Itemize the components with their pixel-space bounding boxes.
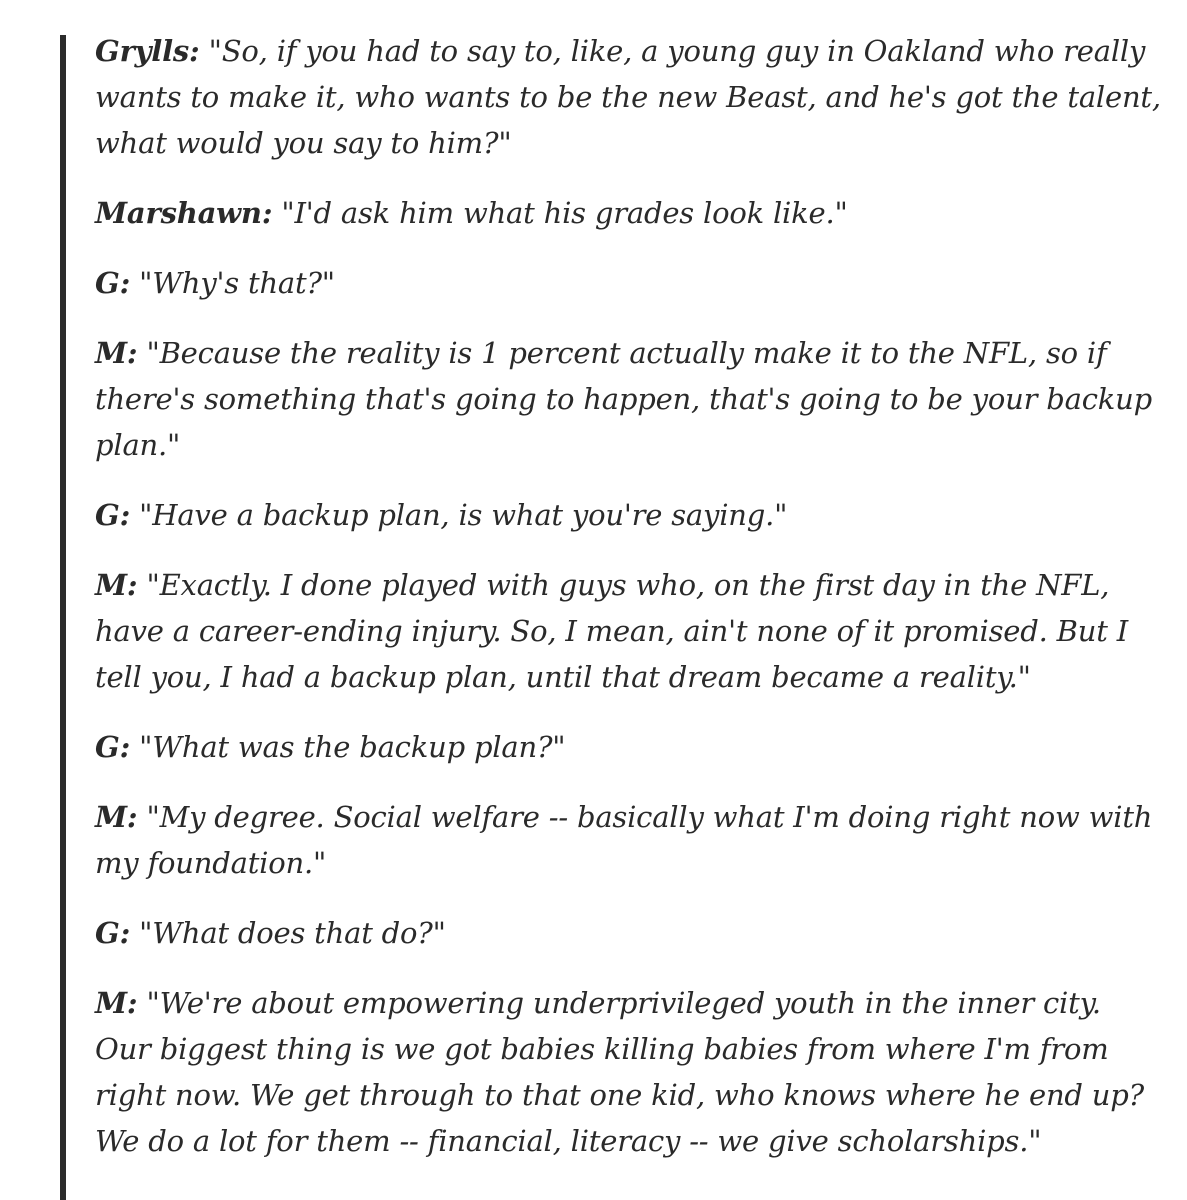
quote-text: "I'd ask him what his grades look like." — [281, 196, 848, 230]
speaker-label: Marshawn: — [95, 196, 273, 230]
quote-text: "Why's that?" — [139, 266, 335, 300]
quote-text: "Exactly. I done played with guys who, on the first day in the NFL, have a career-ending injury. So, I mean, ain't none of it promised. But I tell you, I had a backup plan, until that dream became a reality." — [95, 568, 1128, 694]
speaker-label: M: — [95, 568, 138, 602]
paragraph-g-1 — [95, 260, 1165, 306]
speaker-label: M: — [95, 986, 138, 1020]
speaker-label: M: — [95, 336, 138, 370]
speaker-label: M: — [95, 800, 138, 834]
paragraph-g-4 — [95, 910, 1165, 956]
blockquote-bar — [60, 35, 66, 1200]
quote-text: "Have a backup plan, is what you're saying." — [139, 498, 788, 532]
quote-text: "My degree. Social welfare -- basically what I'm doing right now with my foundation." — [95, 800, 1153, 880]
quote-text: "We're about empowering underprivileged youth in the inner city. Our biggest thing is we got babies killing babies from where I'm from right now. We get through to that one kid, who knows where he end up? We do a lot for them -- financial, literacy -- we give scholarships." — [95, 986, 1144, 1158]
quote-text: "What was the backup plan?" — [139, 730, 566, 764]
speaker-label: G: — [95, 730, 131, 764]
paragraph-m-3 — [95, 794, 1165, 886]
paragraph-m-4 — [95, 980, 1165, 1164]
interview-blockquote — [95, 28, 1165, 1188]
quote-text: "So, if you had to say to, like, a young guy in Oakland who really wants to make it, who wants to be the new Beast, and he's got the talent, what would you say to him?" — [95, 34, 1161, 160]
paragraph-grylls-1 — [95, 28, 1165, 166]
speaker-label: G: — [95, 916, 131, 950]
speaker-label: Grylls: — [95, 34, 200, 68]
quote-text: "What does that do?" — [139, 916, 446, 950]
speaker-label: G: — [95, 266, 131, 300]
quote-text: "Because the reality is 1 percent actually make it to the NFL, so if there's something that's going to happen, that's going to be your backup plan." — [95, 336, 1152, 462]
paragraph-m-2 — [95, 562, 1165, 700]
paragraph-g-2 — [95, 492, 1165, 538]
paragraph-g-3 — [95, 724, 1165, 770]
speaker-label: G: — [95, 498, 131, 532]
paragraph-m-1 — [95, 330, 1165, 468]
paragraph-marshawn-1 — [95, 190, 1165, 236]
